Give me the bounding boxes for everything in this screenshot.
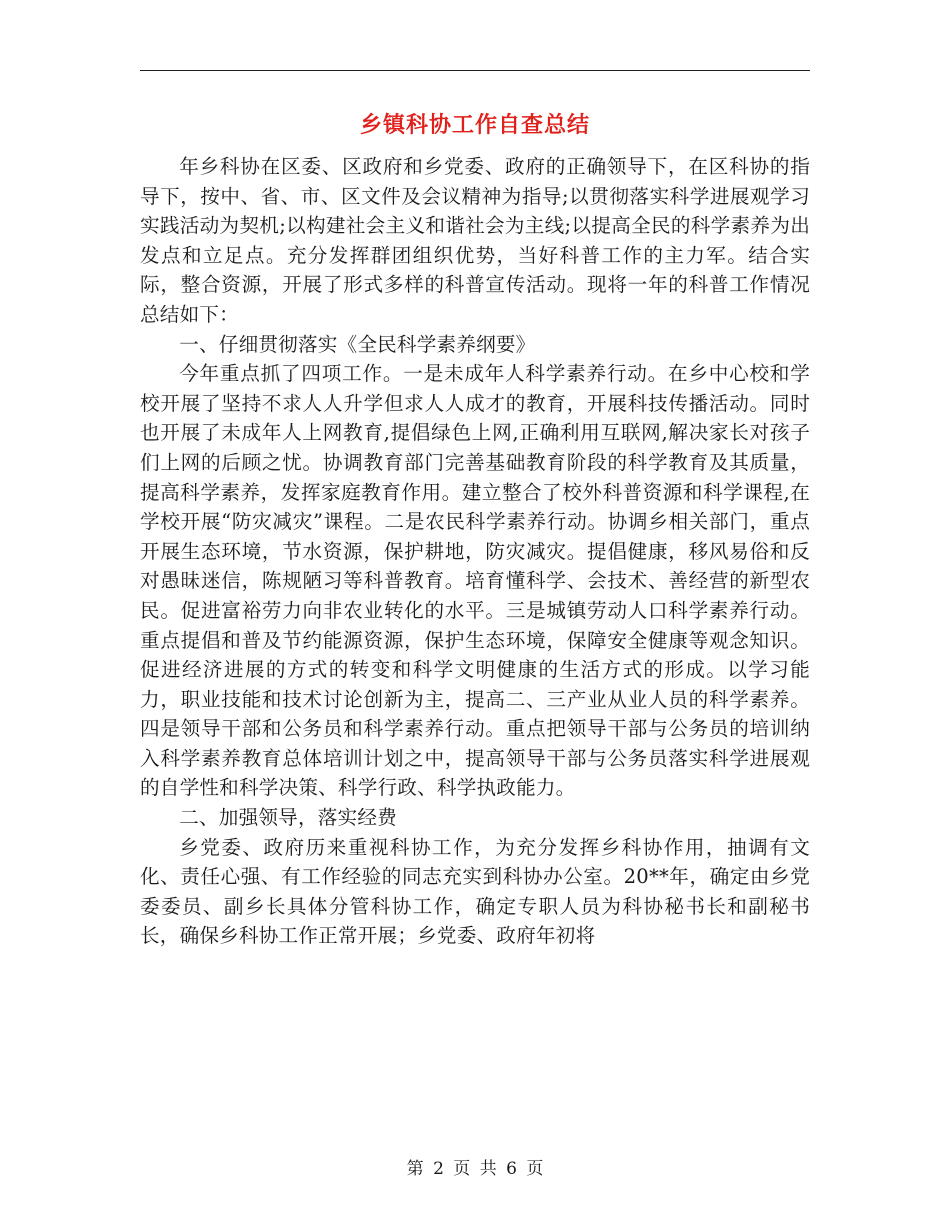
document-body — [140, 152, 810, 951]
section-heading-2: 二、加强领导，落实经费 — [179, 806, 397, 830]
section-1-paragraph: 今年重点抓了四项工作。一是未成年人科学素养行动。在乡中心校和学校开展了坚持不求人人升学但求人人成才的教育，开展科技传播活动。同时也开展了未成年人上网教育,提倡绿色上网,正确利用互联网,解决家长对孩子们上网的后顾之忧。协调教育部门完善基础教育阶段的科学教育及其质量，提高科学素养，发挥家庭教育作用。建立整合了校外科普资源和科学课程,在学校开展“防灾减灾”课程。二是农民科学素养行动。协调乡相关部门，重点开展生态环境，节水资源，保护耕地，防灾减灾。提倡健康，移风易俗和反对愚昧迷信，陈规陋习等科普教育。培育懂科学、会技术、善经营的新型农民。促进富裕劳力向非农业转化的水平。三是城镇劳动人口科学素养行动。重点提倡和普及节约能源资源，保护生态环境，保障安全健康等观念知识。促进经济进展的方式的转变和科学文明健康的生活方式的形成。以学习能力，职业技能和技术讨论创新为主，提高二、三产业从业人员的科学素养。四是领导干部和公务员和科学素养行动。重点把领导干部与公务员的培训纳入科学素养教育总体培训计划之中，提高领导干部与公务员落实科学进展观的自学性和科学决策、科学行政、科学执政能力。 — [140, 362, 810, 800]
page-number-label: 第 2 页 共 6 页 — [406, 1159, 544, 1179]
page-footer — [0, 1154, 950, 1179]
intro-paragraph: 年乡科协在区委、区政府和乡党委、政府的正确领导下，在区科协的指导下，按中、省、市、区文件及会议精神为指导;以贯彻落实科学进展观学习实践活动为契机;以构建社会主义和谐社会为主线;以提高全民的科学素养为出发点和立足点。充分发挥群团组织优势，当好科普工作的主力军。结合实际，整合资源，开展了形式多样的科普宣传活动。现将一年的科普工作情况总结如下： — [140, 155, 810, 326]
section-2-paragraph: 乡党委、政府历来重视科协工作，为充分发挥乡科协作用，抽调有文化、责任心强、有工作经验的同志充实到科协办公室。20**年，确定由乡党委委员、副乡长具体分管科协工作，确定专职人员为科协秘书长和副秘书长，确保乡科协工作正常开展；乡党委、政府年初将 — [140, 835, 810, 948]
section-heading-1: 一、仔细贯彻落实《全民科学素养纲要》 — [179, 332, 536, 356]
header-rule — [140, 70, 810, 71]
document-title: 乡镇科协工作自查总结 — [359, 112, 590, 138]
